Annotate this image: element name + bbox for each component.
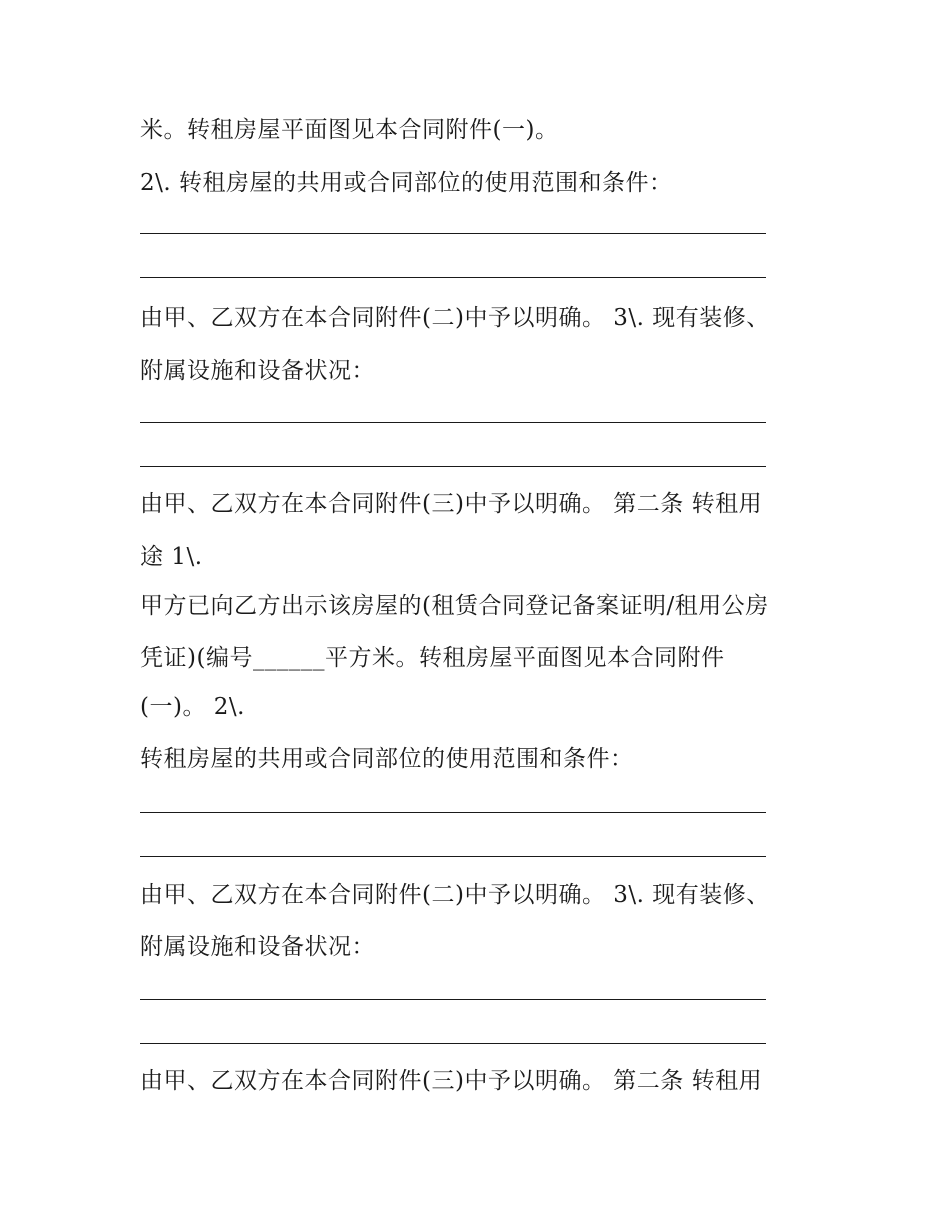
text-line-11: 由甲、乙双方在本合同附件(二)中予以明确。 3\. 现有装修、 xyxy=(140,882,770,908)
blank-fill-line xyxy=(140,812,766,813)
text-line-10: 转租房屋的共用或合同部位的使用范围和条件： xyxy=(140,746,634,772)
text-line-2: 2\. 转租房屋的共用或合同部位的使用范围和条件： xyxy=(140,170,673,196)
text-line-1: 米。转租房屋平面图见本合同附件(一)。 xyxy=(140,117,559,143)
text-line-7: 甲方已向乙方出示该房屋的(租赁合同登记备案证明/租用公房 xyxy=(140,593,769,619)
text-line-8: 凭证)(编号______平方米。转租房屋平面图见本合同附件 xyxy=(140,645,725,671)
blank-fill-line xyxy=(140,233,766,234)
text-line-5: 由甲、乙双方在本合同附件(三)中予以明确。 第二条 转租用 xyxy=(140,491,763,517)
blank-fill-line xyxy=(140,1043,766,1044)
blank-fill-line xyxy=(140,277,766,278)
blank-fill-line xyxy=(140,999,766,1000)
blank-fill-line xyxy=(140,466,766,467)
blank-fill-line xyxy=(140,422,766,423)
text-line-6: 途 1\. xyxy=(140,544,203,570)
text-line-9: (一)。 2\. xyxy=(140,694,245,720)
text-line-3: 由甲、乙双方在本合同附件(二)中予以明确。 3\. 现有装修、 xyxy=(140,305,770,331)
text-line-4: 附属设施和设备状况： xyxy=(140,358,375,384)
blank-fill-line xyxy=(140,856,766,857)
text-line-13: 由甲、乙双方在本合同附件(三)中予以明确。 第二条 转租用 xyxy=(140,1068,763,1094)
text-line-12: 附属设施和设备状况： xyxy=(140,934,375,960)
